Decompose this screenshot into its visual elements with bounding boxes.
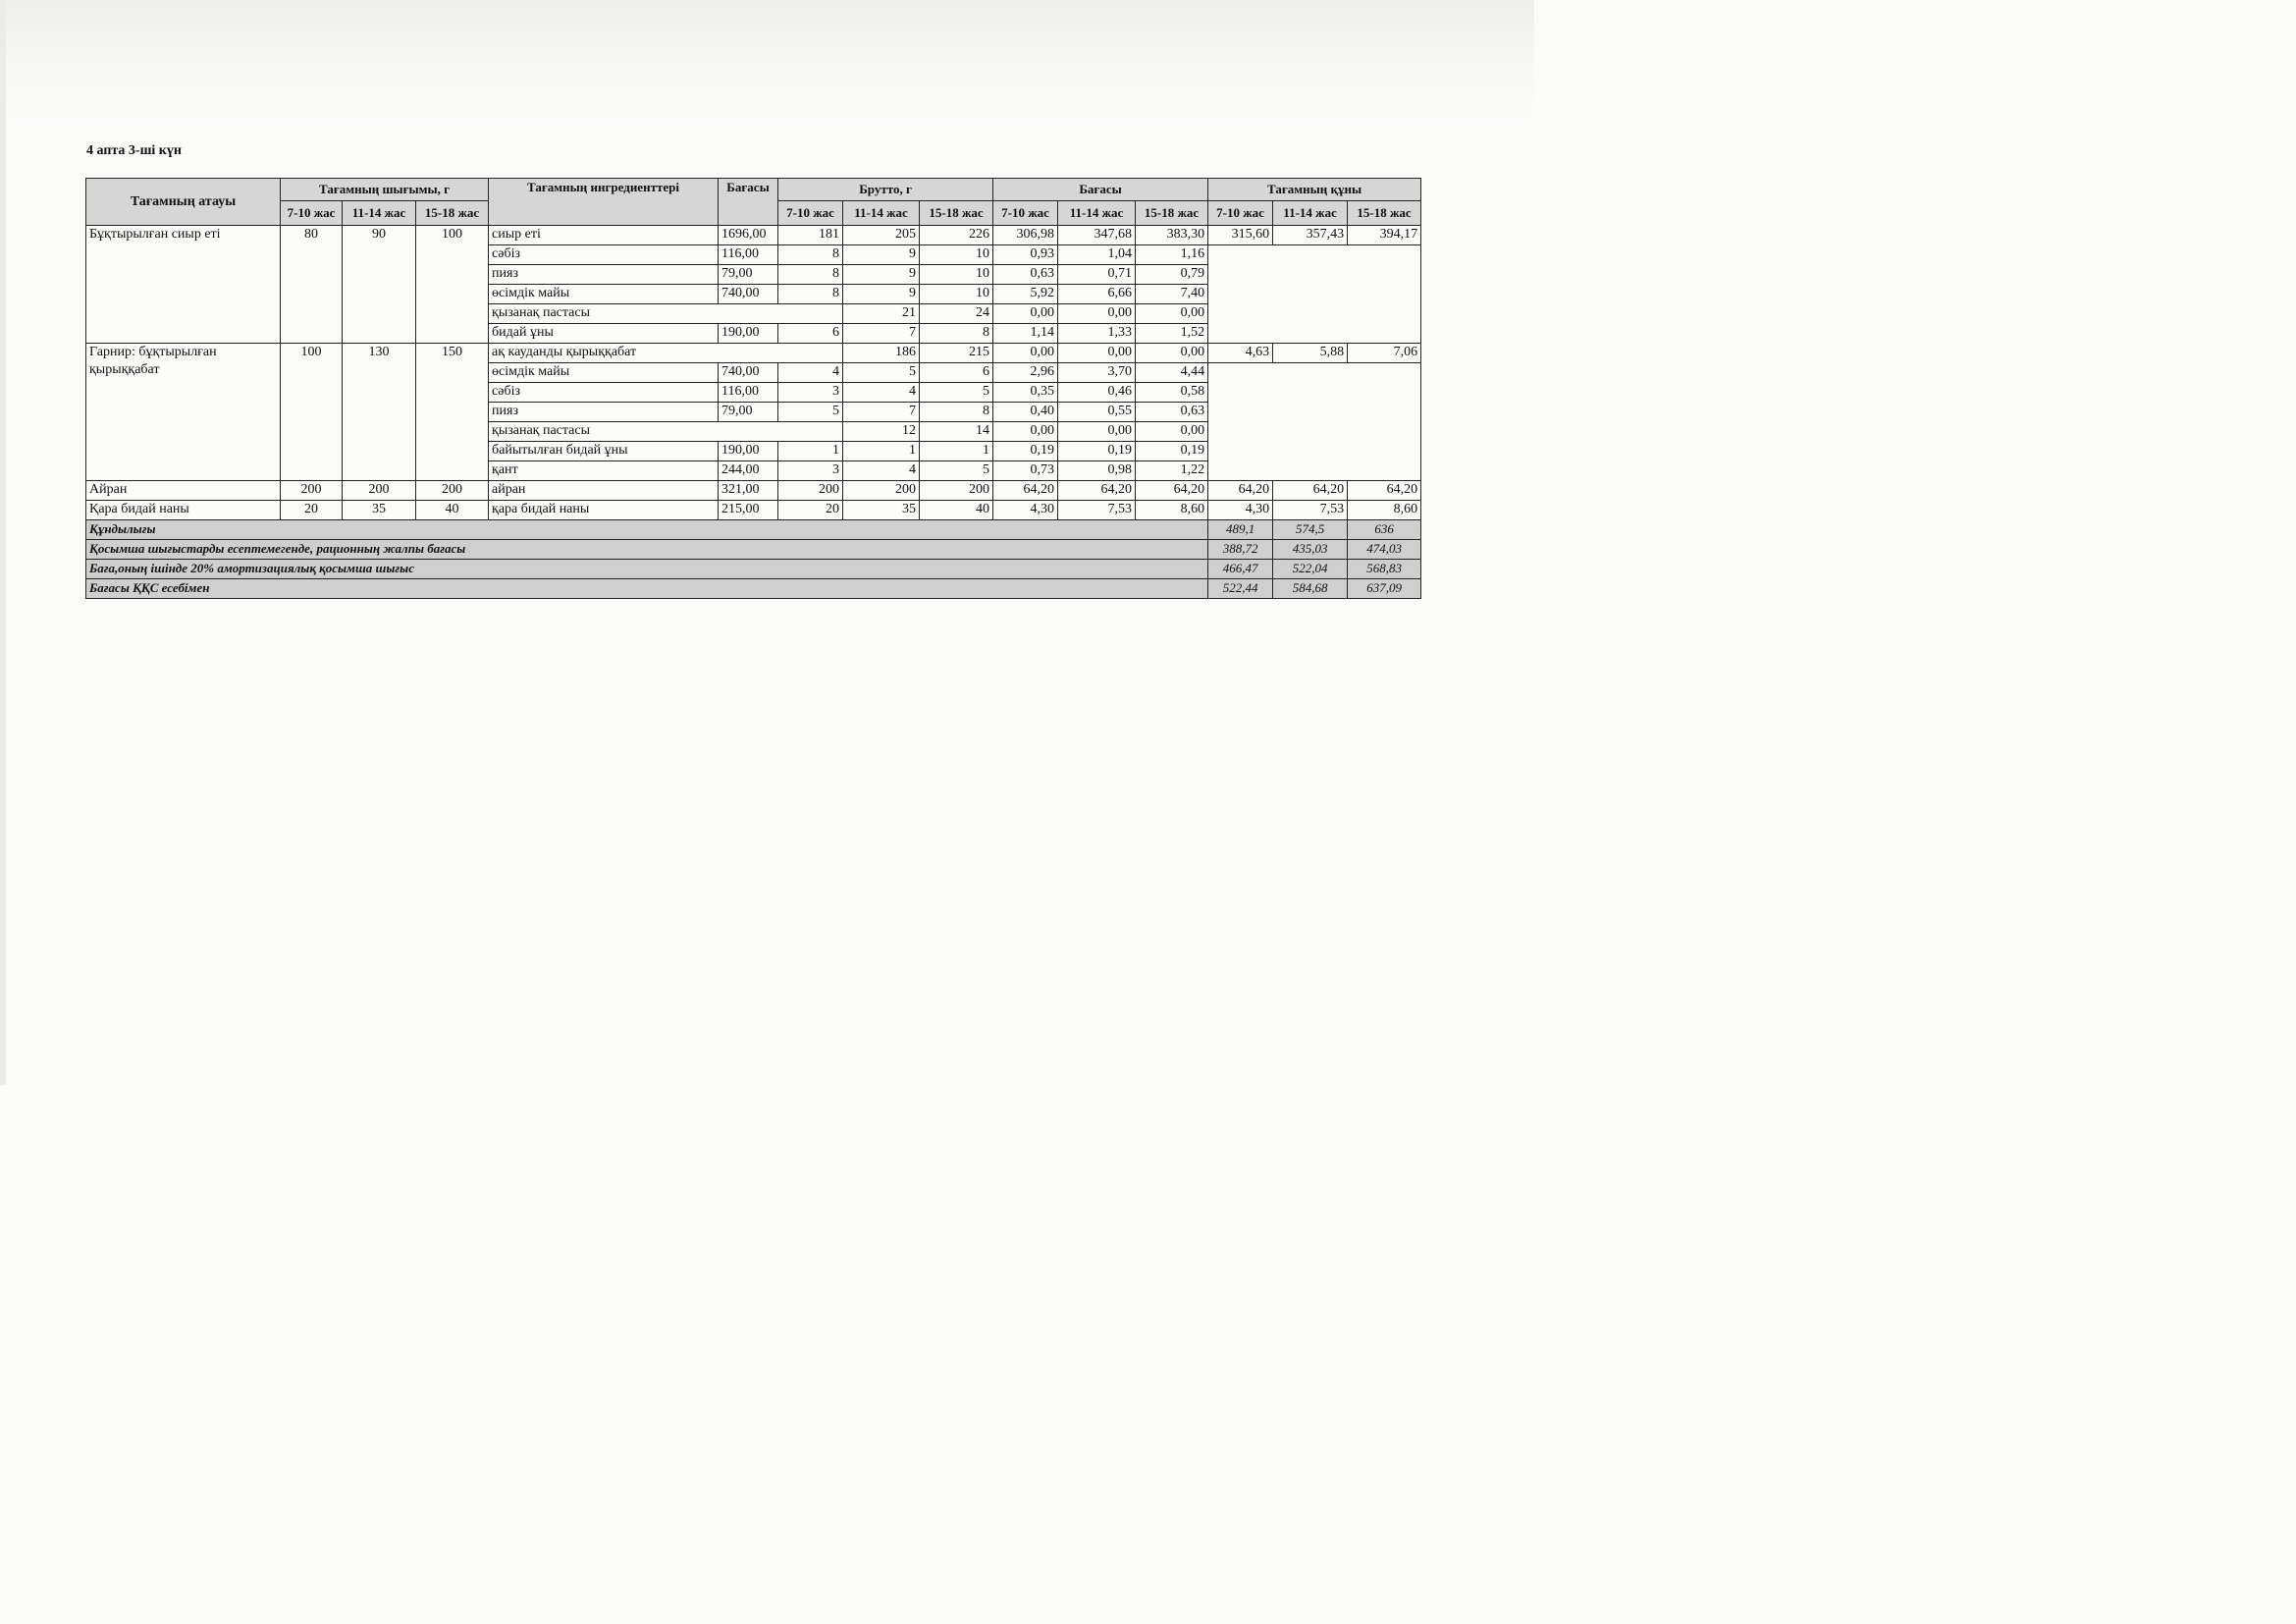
table-body — [86, 226, 1421, 599]
table-row — [86, 344, 1421, 363]
brutto-cell: 1 — [778, 442, 843, 461]
output-cell: 100 — [281, 344, 343, 481]
energy-cell: 7,53 — [1273, 501, 1348, 520]
cost-cell: 0,19 — [1136, 442, 1208, 461]
cost-cell: 383,30 — [1136, 226, 1208, 245]
cost-cell: 0,00 — [1058, 304, 1136, 324]
brutto-cell: 215 — [920, 344, 993, 363]
brutto-cell: 5 — [920, 461, 993, 481]
energy-cell: 64,20 — [1348, 481, 1421, 501]
output-cell: 130 — [343, 344, 416, 481]
age-header: 11-14 жас — [1058, 201, 1136, 226]
price-cell: 79,00 — [719, 403, 778, 422]
cost-cell: 0,58 — [1136, 383, 1208, 403]
brutto-cell: 6 — [778, 324, 843, 344]
summary-value: 637,09 — [1348, 579, 1421, 599]
cost-cell: 0,00 — [993, 344, 1058, 363]
brutto-cell: 5 — [843, 363, 920, 383]
brutto-cell: 200 — [843, 481, 920, 501]
table-row — [86, 501, 1421, 520]
energy-cell: 7,06 — [1348, 344, 1421, 363]
brutto-cell: 14 — [920, 422, 993, 442]
summary-value: 636 — [1348, 520, 1421, 540]
header-dish: Тағамның атауы — [86, 179, 281, 226]
header-brutto: Брутто, г — [778, 179, 993, 201]
summary-label: Қосымша шығыстарды есептемегенде, рационның жалпы бағасы — [86, 540, 1208, 560]
summary-row — [86, 540, 1421, 560]
cost-cell: 0,79 — [1136, 265, 1208, 285]
brutto-cell: 3 — [778, 461, 843, 481]
cost-cell: 64,20 — [993, 481, 1058, 501]
cost-cell: 6,66 — [1058, 285, 1136, 304]
brutto-cell: 40 — [920, 501, 993, 520]
brutto-cell: 1 — [920, 442, 993, 461]
price-cell: 116,00 — [719, 245, 778, 265]
output-cell: 20 — [281, 501, 343, 520]
energy-cell: 4,30 — [1208, 501, 1273, 520]
scan-shadow — [0, 0, 1534, 128]
summary-value: 522,44 — [1208, 579, 1273, 599]
cost-cell: 0,63 — [993, 265, 1058, 285]
summary-label: Баға,оның ішінде 20% амортизациялық қосымша шығыс — [86, 560, 1208, 579]
cost-cell: 0,00 — [1136, 422, 1208, 442]
price-cell: 244,00 — [719, 461, 778, 481]
cost-cell: 7,40 — [1136, 285, 1208, 304]
brutto-cell: 21 — [843, 304, 920, 324]
output-cell: 80 — [281, 226, 343, 344]
brutto-cell: 6 — [920, 363, 993, 383]
price-cell: 190,00 — [719, 442, 778, 461]
cost-cell: 0,00 — [993, 304, 1058, 324]
cost-cell: 0,00 — [993, 422, 1058, 442]
brutto-cell: 4 — [843, 383, 920, 403]
header-cost: Бағасы — [993, 179, 1208, 201]
blank-energy-area — [1208, 363, 1421, 481]
brutto-cell: 186 — [843, 344, 920, 363]
cost-cell: 0,00 — [1058, 422, 1136, 442]
ingredient-name-cell: бидай ұны — [489, 324, 719, 344]
ingredient-name-cell: ақ кауданды қырыққабат — [489, 344, 843, 363]
brutto-cell: 35 — [843, 501, 920, 520]
ingredient-name-cell: қызанақ пастасы — [489, 304, 843, 324]
output-cell: 200 — [416, 481, 489, 501]
header-ingredients: Тағамның ингредиенттері — [489, 179, 719, 226]
price-cell: 740,00 — [719, 285, 778, 304]
brutto-cell: 5 — [778, 403, 843, 422]
summary-value: 574,5 — [1273, 520, 1348, 540]
energy-cell: 315,60 — [1208, 226, 1273, 245]
cost-cell: 0,40 — [993, 403, 1058, 422]
cost-cell: 0,73 — [993, 461, 1058, 481]
cost-cell: 0,00 — [1136, 304, 1208, 324]
age-header: 15-18 жас — [416, 201, 489, 226]
cost-cell: 0,19 — [993, 442, 1058, 461]
brutto-cell: 8 — [778, 265, 843, 285]
age-header: 15-18 жас — [920, 201, 993, 226]
summary-row — [86, 520, 1421, 540]
brutto-cell: 10 — [920, 285, 993, 304]
brutto-cell: 10 — [920, 245, 993, 265]
ingredient-name-cell: қара бидай наны — [489, 501, 719, 520]
summary-row — [86, 579, 1421, 599]
price-cell: 1696,00 — [719, 226, 778, 245]
age-header: 11-14 жас — [843, 201, 920, 226]
brutto-cell: 10 — [920, 265, 993, 285]
cost-cell: 5,92 — [993, 285, 1058, 304]
energy-cell: 5,88 — [1273, 344, 1348, 363]
summary-value: 568,83 — [1348, 560, 1421, 579]
cost-cell: 8,60 — [1136, 501, 1208, 520]
header-row-groups — [86, 179, 1421, 201]
brutto-cell: 181 — [778, 226, 843, 245]
age-header: 7-10 жас — [1208, 201, 1273, 226]
cost-cell: 0,71 — [1058, 265, 1136, 285]
summary-label: Құндылығы — [86, 520, 1208, 540]
cost-cell: 0,46 — [1058, 383, 1136, 403]
brutto-cell: 12 — [843, 422, 920, 442]
cost-cell: 0,98 — [1058, 461, 1136, 481]
ingredient-name-cell: пияз — [489, 265, 719, 285]
energy-cell: 64,20 — [1208, 481, 1273, 501]
cost-cell: 64,20 — [1136, 481, 1208, 501]
energy-cell: 394,17 — [1348, 226, 1421, 245]
ingredient-name-cell: сиыр еті — [489, 226, 719, 245]
price-cell: 321,00 — [719, 481, 778, 501]
age-header: 11-14 жас — [1273, 201, 1348, 226]
summary-row — [86, 560, 1421, 579]
cost-cell: 0,19 — [1058, 442, 1136, 461]
output-cell: 200 — [281, 481, 343, 501]
cost-cell: 306,98 — [993, 226, 1058, 245]
cost-cell: 1,33 — [1058, 324, 1136, 344]
energy-cell: 8,60 — [1348, 501, 1421, 520]
ingredient-name-cell: қант — [489, 461, 719, 481]
price-cell: 116,00 — [719, 383, 778, 403]
output-cell: 35 — [343, 501, 416, 520]
price-cell: 215,00 — [719, 501, 778, 520]
summary-value: 466,47 — [1208, 560, 1273, 579]
summary-value: 522,04 — [1273, 560, 1348, 579]
age-header: 15-18 жас — [1348, 201, 1421, 226]
cost-cell: 0,93 — [993, 245, 1058, 265]
cost-cell: 0,35 — [993, 383, 1058, 403]
ingredient-name-cell: өсімдік майы — [489, 363, 719, 383]
blank-energy-area — [1208, 245, 1421, 344]
brutto-cell: 9 — [843, 285, 920, 304]
header-energy: Тағамның құны — [1208, 179, 1421, 201]
cost-cell: 7,53 — [1058, 501, 1136, 520]
cost-cell: 1,16 — [1136, 245, 1208, 265]
ingredient-name-cell: сәбіз — [489, 383, 719, 403]
price-cell: 190,00 — [719, 324, 778, 344]
brutto-cell: 20 — [778, 501, 843, 520]
cost-cell: 0,55 — [1058, 403, 1136, 422]
table-row — [86, 226, 1421, 245]
ingredient-name-cell: байытылған бидай ұны — [489, 442, 719, 461]
brutto-cell: 200 — [920, 481, 993, 501]
brutto-cell: 8 — [920, 324, 993, 344]
summary-label: Бағасы ҚҚС есебімен — [86, 579, 1208, 599]
brutto-cell: 205 — [843, 226, 920, 245]
age-header: 15-18 жас — [1136, 201, 1208, 226]
brutto-cell: 8 — [920, 403, 993, 422]
cost-cell: 0,63 — [1136, 403, 1208, 422]
brutto-cell: 9 — [843, 265, 920, 285]
brutto-cell: 9 — [843, 245, 920, 265]
summary-value: 584,68 — [1273, 579, 1348, 599]
brutto-cell: 7 — [843, 324, 920, 344]
age-header: 7-10 жас — [281, 201, 343, 226]
price-cell: 740,00 — [719, 363, 778, 383]
ingredient-name-cell: қызанақ пастасы — [489, 422, 843, 442]
brutto-cell: 4 — [843, 461, 920, 481]
header-price: Бағасы — [719, 179, 778, 226]
brutto-cell: 226 — [920, 226, 993, 245]
brutto-cell: 8 — [778, 245, 843, 265]
header-output: Тағамның шығымы, г — [281, 179, 489, 201]
age-header: 11-14 жас — [343, 201, 416, 226]
ingredient-name-cell: өсімдік майы — [489, 285, 719, 304]
summary-value: 388,72 — [1208, 540, 1273, 560]
brutto-cell: 200 — [778, 481, 843, 501]
cost-cell: 347,68 — [1058, 226, 1136, 245]
output-cell: 40 — [416, 501, 489, 520]
dish-name-cell: Айран — [86, 481, 281, 501]
cost-cell: 4,30 — [993, 501, 1058, 520]
summary-value: 474,03 — [1348, 540, 1421, 560]
cost-cell: 1,22 — [1136, 461, 1208, 481]
cost-cell: 2,96 — [993, 363, 1058, 383]
scan-edge — [0, 0, 6, 1085]
energy-cell: 64,20 — [1273, 481, 1348, 501]
age-header: 7-10 жас — [993, 201, 1058, 226]
brutto-cell: 7 — [843, 403, 920, 422]
cost-cell: 64,20 — [1058, 481, 1136, 501]
dish-name-cell: Гарнир: бұқтырылған қырыққабат — [86, 344, 281, 481]
document-title: 4 апта 3-ші күн — [86, 143, 182, 158]
cost-cell: 1,14 — [993, 324, 1058, 344]
menu-cost-table — [85, 178, 1421, 599]
brutto-cell: 1 — [843, 442, 920, 461]
brutto-cell: 5 — [920, 383, 993, 403]
dish-name-cell: Қара бидай наны — [86, 501, 281, 520]
ingredient-name-cell: сәбіз — [489, 245, 719, 265]
cost-cell: 4,44 — [1136, 363, 1208, 383]
output-cell: 90 — [343, 226, 416, 344]
cost-cell: 0,00 — [1058, 344, 1136, 363]
cost-cell: 0,00 — [1136, 344, 1208, 363]
output-cell: 200 — [343, 481, 416, 501]
table-row — [86, 481, 1421, 501]
energy-cell: 357,43 — [1273, 226, 1348, 245]
brutto-cell: 24 — [920, 304, 993, 324]
price-cell: 79,00 — [719, 265, 778, 285]
ingredient-name-cell: айран — [489, 481, 719, 501]
cost-cell: 3,70 — [1058, 363, 1136, 383]
output-cell: 150 — [416, 344, 489, 481]
age-header: 7-10 жас — [778, 201, 843, 226]
brutto-cell: 3 — [778, 383, 843, 403]
dish-name-cell: Бұқтырылған сиыр еті — [86, 226, 281, 344]
output-cell: 100 — [416, 226, 489, 344]
brutto-cell: 4 — [778, 363, 843, 383]
cost-cell: 1,52 — [1136, 324, 1208, 344]
ingredient-name-cell: пияз — [489, 403, 719, 422]
brutto-cell: 8 — [778, 285, 843, 304]
summary-value: 435,03 — [1273, 540, 1348, 560]
energy-cell: 4,63 — [1208, 344, 1273, 363]
cost-cell: 1,04 — [1058, 245, 1136, 265]
summary-value: 489,1 — [1208, 520, 1273, 540]
